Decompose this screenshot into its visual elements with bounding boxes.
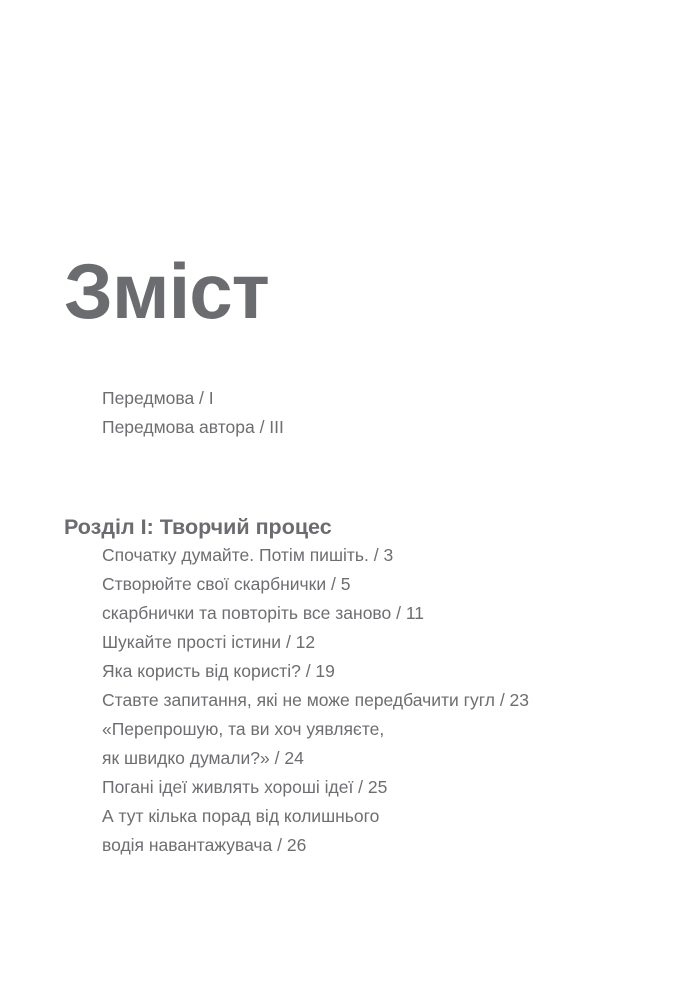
toc-entry[interactable]: водія навантажувача / 26 [102, 835, 307, 855]
chapter-heading[interactable]: Розділ I: Творчий процес [64, 515, 332, 539]
toc-entry[interactable]: як швидко думали?» / 24 [102, 748, 304, 768]
toc-entry[interactable]: А тут кілька порад від колишнього [102, 806, 380, 826]
toc-entry-author-foreword[interactable]: Передмова автора / III [102, 417, 284, 437]
toc-entry[interactable]: «Перепрошую, та ви хоч уявляєте, [102, 719, 385, 739]
toc-entry[interactable]: Створюйте свої скарбнички / 5 [102, 574, 351, 594]
toc-entry[interactable]: Ставте запитання, які не може передбачити гугл / 23 [102, 690, 530, 710]
toc-entry[interactable]: Шукайте прості істини / 12 [102, 632, 316, 652]
toc-entry-foreword[interactable]: Передмова / I [102, 388, 214, 408]
toc-entry[interactable]: Яка користь від користі? / 19 [102, 661, 335, 681]
toc-entry[interactable]: Спочатку думайте. Потім пишіть. / 3 [102, 545, 394, 565]
toc-entry[interactable]: Погані ідеї живлять хороші ідеї / 25 [102, 777, 388, 797]
toc-entry[interactable]: скарбнички та повторіть все заново / 11 [102, 603, 425, 623]
page-title: Зміст [64, 247, 269, 335]
front-matter-list [102, 384, 284, 442]
chapter-section [64, 513, 529, 860]
chapter-entries-list [64, 541, 529, 860]
